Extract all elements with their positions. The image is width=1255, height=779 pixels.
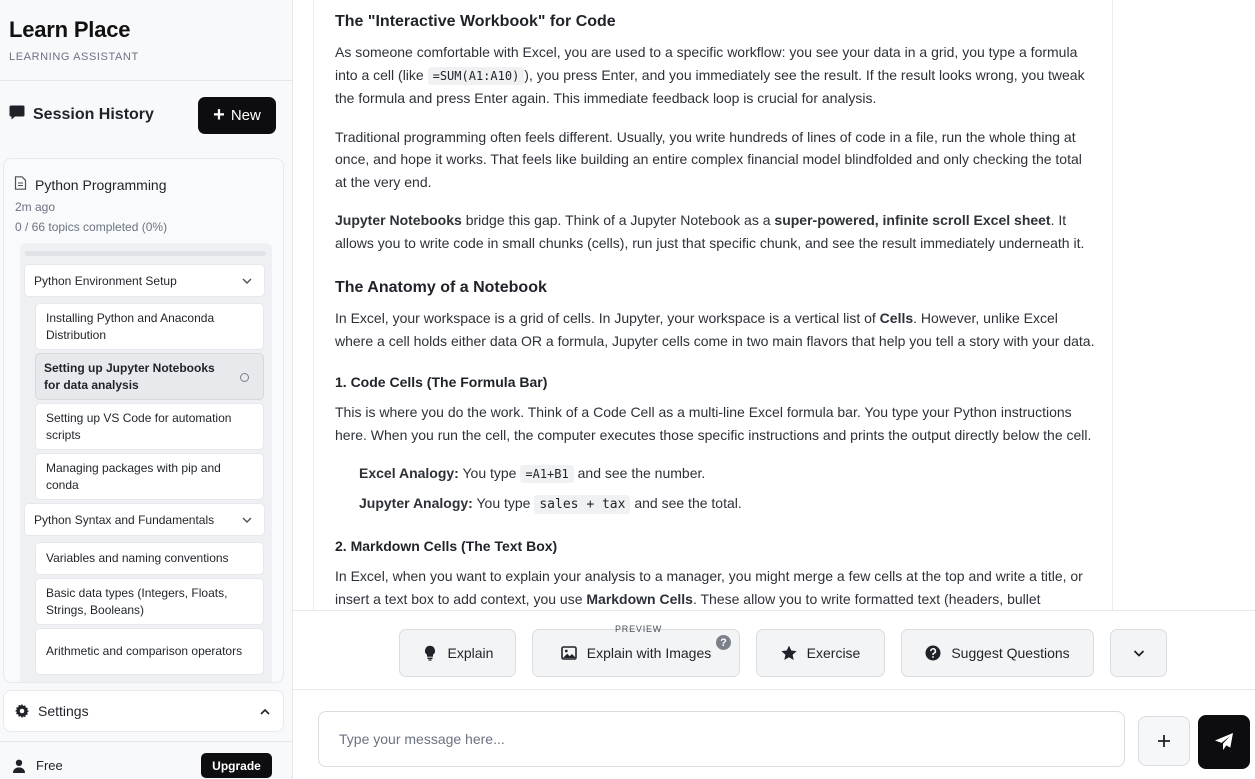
chevron-down-icon — [241, 514, 253, 526]
chevron-up-icon — [259, 706, 271, 718]
section-label: Python Environment Setup — [34, 273, 177, 288]
exercise-label: Exercise — [806, 645, 861, 661]
section-environment-setup[interactable] — [24, 264, 265, 297]
explain-button[interactable] — [399, 629, 516, 677]
paragraph: This is where you do the work. Think of a Code Cell as a multi-line Excel formula bar. You type your Python instructions here. When you run the cell, the computer executes those specific instructions and prints the output directly below the cell. — [335, 404, 1092, 443]
send-button[interactable] — [1198, 715, 1250, 769]
user-icon — [12, 759, 26, 773]
gear-icon — [15, 704, 29, 718]
topic-list — [20, 243, 272, 683]
inline-code: sales + tax — [534, 495, 630, 514]
topic-item[interactable] — [35, 453, 264, 500]
topic-item[interactable] — [35, 628, 264, 675]
star-icon — [781, 645, 797, 661]
divider — [0, 80, 293, 81]
sidebar — [0, 0, 293, 779]
topic-label: Installing Python and Anaconda Distribution — [46, 310, 215, 342]
session-time: 2m ago — [15, 200, 56, 214]
topic-label: Variables and naming conventions — [46, 551, 229, 565]
suggest-questions-label: Suggest Questions — [951, 645, 1070, 661]
main-content — [293, 0, 1255, 610]
topic-label: Arithmetic and comparison operators — [46, 644, 243, 658]
more-actions-button[interactable] — [1110, 629, 1167, 677]
excel-analogy: Excel Analogy: You type =A1+B1 and see the number. — [359, 465, 706, 481]
settings-label: Settings — [38, 703, 89, 719]
topic-label: Setting up Jupyter Notebooks for data analysis — [44, 360, 215, 392]
paragraph: In Excel, when you want to explain your analysis to a manager, you might merge a few cells at the top and write a title, or insert a text box to add context, you use Markdown Cells. These allow you to write formatted text (headers, bullet — [335, 568, 1083, 607]
brand — [9, 17, 139, 63]
topic-item[interactable] — [35, 542, 264, 575]
topic-item[interactable] — [35, 303, 264, 350]
lesson-article — [313, 0, 1113, 610]
question-circle-icon — [925, 645, 941, 661]
suggest-questions-button[interactable] — [901, 629, 1094, 677]
plus-icon: + — [213, 103, 225, 126]
topic-item[interactable] — [35, 578, 264, 625]
chevron-down-icon — [1131, 645, 1147, 661]
paragraph: In Excel, your workspace is a grid of cells. In Jupyter, your workspace is a vertical list of Cells. However, unlike Excel where a cell holds either data OR a formula, Jupyter cells come in two main flavors that help you tell a story with your data. — [335, 310, 1095, 349]
session-progress: 0 / 66 topics completed (0%) — [15, 220, 168, 234]
plus-icon — [1156, 733, 1172, 749]
explain-with-images-label: Explain with Images — [586, 645, 712, 661]
session-title: Python Programming — [35, 176, 167, 193]
chat-bubble-icon — [9, 104, 25, 125]
new-session-label: New — [230, 107, 261, 124]
image-icon — [561, 645, 577, 661]
session-history-title: Session History — [33, 105, 154, 123]
topic-label: Managing packages with pip and conda — [46, 460, 221, 492]
heading-markdown-cells: 2. Markdown Cells (The Text Box) — [335, 538, 558, 554]
action-bar — [293, 610, 1255, 690]
article-body — [335, 12, 1095, 610]
plan-info — [12, 758, 63, 773]
attach-button[interactable] — [1138, 716, 1190, 766]
status-circle-icon — [240, 373, 249, 382]
app-title: Learn Place — [9, 17, 131, 42]
lightbulb-icon — [422, 645, 438, 661]
session-card[interactable] — [3, 158, 284, 683]
document-icon — [14, 176, 27, 193]
heading-code-cells: 1. Code Cells (The Formula Bar) — [335, 374, 548, 390]
heading-workbook: The "Interactive Workbook" for Code — [335, 13, 616, 30]
inline-code: =A1+B1 — [520, 465, 573, 483]
send-icon — [1214, 732, 1234, 752]
topic-label: Setting up VS Code for automation scripts — [46, 410, 232, 442]
paragraph: Traditional programming often feels different. Usually, you write hundreds of lines of code in a file, run the whole thing at once, and hope it works. That feels like building an entire complex financial model blindfolded and only checking the total at the very end. — [335, 128, 1082, 190]
session-title-row — [14, 176, 167, 193]
settings-panel-toggle[interactable] — [3, 690, 284, 732]
message-input[interactable] — [318, 711, 1125, 767]
section-syntax-fundamentals[interactable] — [24, 503, 265, 536]
chevron-down-icon — [241, 275, 253, 287]
composer — [293, 690, 1255, 779]
jupyter-analogy: Jupyter Analogy: You type sales + tax and see the total. — [359, 494, 742, 512]
help-icon[interactable]: ? — [716, 635, 731, 650]
progress-bar — [25, 251, 266, 256]
topic-label: Basic data types (Integers, Floats, Strings, Booleans) — [46, 585, 228, 617]
topic-item[interactable] — [35, 403, 264, 450]
explain-label: Explain — [447, 645, 494, 661]
divider — [0, 741, 293, 742]
paragraph: Jupyter Notebooks bridge this gap. Think of a Jupyter Notebook as a super-powered, infinite scroll Excel sheet. It allows you to write code in small chunks (cells), run just that specific chunk, and see the result immediately underneath it. — [335, 212, 1085, 251]
new-session-button[interactable] — [198, 97, 276, 134]
session-history-header — [9, 104, 154, 125]
explain-with-images-button[interactable] — [532, 629, 740, 677]
inline-code: =SUM(A1:A10) — [428, 67, 525, 85]
app-subtitle: LEARNING ASSISTANT — [9, 51, 139, 63]
topic-item-active[interactable] — [35, 353, 264, 400]
preview-badge: PREVIEW — [615, 624, 663, 634]
heading-anatomy: The Anatomy of a Notebook — [335, 279, 547, 296]
section-label: Python Syntax and Fundamentals — [34, 512, 215, 527]
exercise-button[interactable] — [756, 629, 885, 677]
paragraph: As someone comfortable with Excel, you are used to a specific workflow: you see your data in a grid, you type a formula into a cell (like =SUM(A1:A10) ), you press Enter, and you immediately see the result. If the result looks wrong, you tweak the formula and press Enter again. This immediate feedback loop is crucial for analysis. — [335, 44, 1085, 106]
plan-label: Free — [36, 758, 63, 773]
upgrade-button[interactable]: Upgrade — [201, 753, 272, 778]
